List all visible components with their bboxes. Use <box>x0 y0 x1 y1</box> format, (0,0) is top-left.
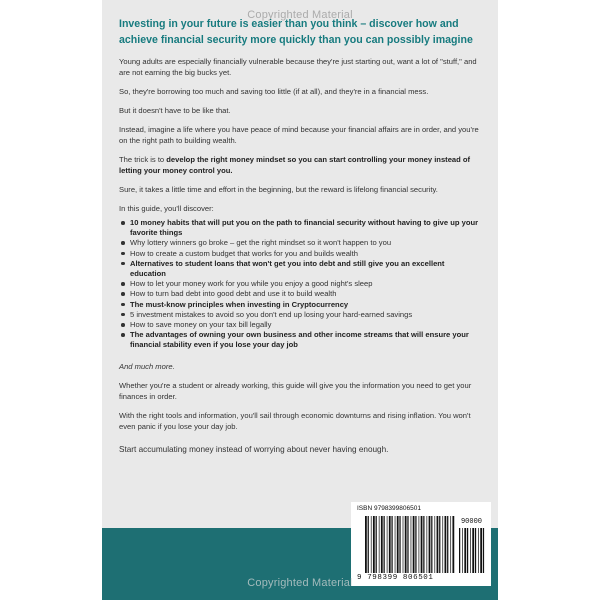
list-item: How to create a custom budget that works for you and builds wealth <box>119 249 481 259</box>
paragraph-5 <box>119 154 481 176</box>
price-code: 90000 <box>460 518 482 526</box>
list-item: How to save money on your tax bill legally <box>119 320 481 330</box>
list-item: Why lottery winners go broke – get the right mindset so it won't happen to you <box>119 238 481 248</box>
isbn-text: ISBN 9798399806501 <box>357 505 421 512</box>
paragraph-7: In this guide, you'll discover: <box>119 204 214 213</box>
paragraph-5-pre: The trick is to <box>119 155 167 164</box>
cover-content <box>119 16 481 463</box>
paragraph-1: Young adults are especially financially vulnerable because they're just starting out, want a lot of "stuff," and are not earning the big bucks yet. <box>119 57 477 77</box>
paragraph-4: Instead, imagine a life where you have peace of mind because your financial affairs are in order, and you're on the right path to building wealth. <box>119 125 479 145</box>
paragraph-10: With the right tools and information, you'll sail through economic downturns and rising inflation. You won't even panic if you lose your day job. <box>119 410 471 431</box>
list-item: How to let your money work for you while you enjoy a good night's sleep <box>119 279 481 289</box>
list-item: 10 money habits that will put you on the path to financial security without having to give up your favorite things <box>119 218 481 238</box>
paragraph-5-bold: develop the right money mindset so you can start controlling your money instead of letting your money control you. <box>119 155 471 175</box>
barcode-box <box>351 502 491 586</box>
paragraph-6: Sure, it takes a little time and effort in the beginning, but the reward is lifelong financial security. <box>119 185 438 194</box>
paragraph-11: Start accumulating money instead of worrying about never having enough. <box>119 444 389 454</box>
book-back-cover <box>102 0 498 600</box>
discover-list <box>119 218 481 351</box>
paragraph-2: So, they're borrowing too much and saving too little (if at all), and they're in a financial mess. <box>119 87 429 96</box>
paragraph-9: Whether you're a student or already working, this guide will give you the information you need to get your finances in order. <box>119 380 472 401</box>
paragraph-3: But it doesn't have to be like that. <box>119 106 231 115</box>
watermark-bottom: Copyrighted Material <box>247 577 353 589</box>
list-item: 5 investment mistakes to avoid so you don't end up losing your hard-earned savings <box>119 310 481 320</box>
list-item: The must-know principles when investing in Cryptocurrency <box>119 300 481 310</box>
list-item: How to turn bad debt into good debt and use it to build wealth <box>119 289 481 299</box>
list-item: The advantages of owning your own business and other income streams that will ensure your financial stability even if you lose your day job <box>119 330 481 350</box>
headline: Investing in your future is easier than you think – discover how and achieve financial security more quickly than you can possibly imagine <box>119 18 473 46</box>
barcode-digits: 9 798399 806501 <box>357 574 434 582</box>
paragraph-8: And much more. <box>119 361 175 371</box>
watermark-top: Copyrighted Material <box>247 9 353 21</box>
list-item: Alternatives to student loans that won't get you into debt and still give you an excellent education <box>119 259 481 279</box>
